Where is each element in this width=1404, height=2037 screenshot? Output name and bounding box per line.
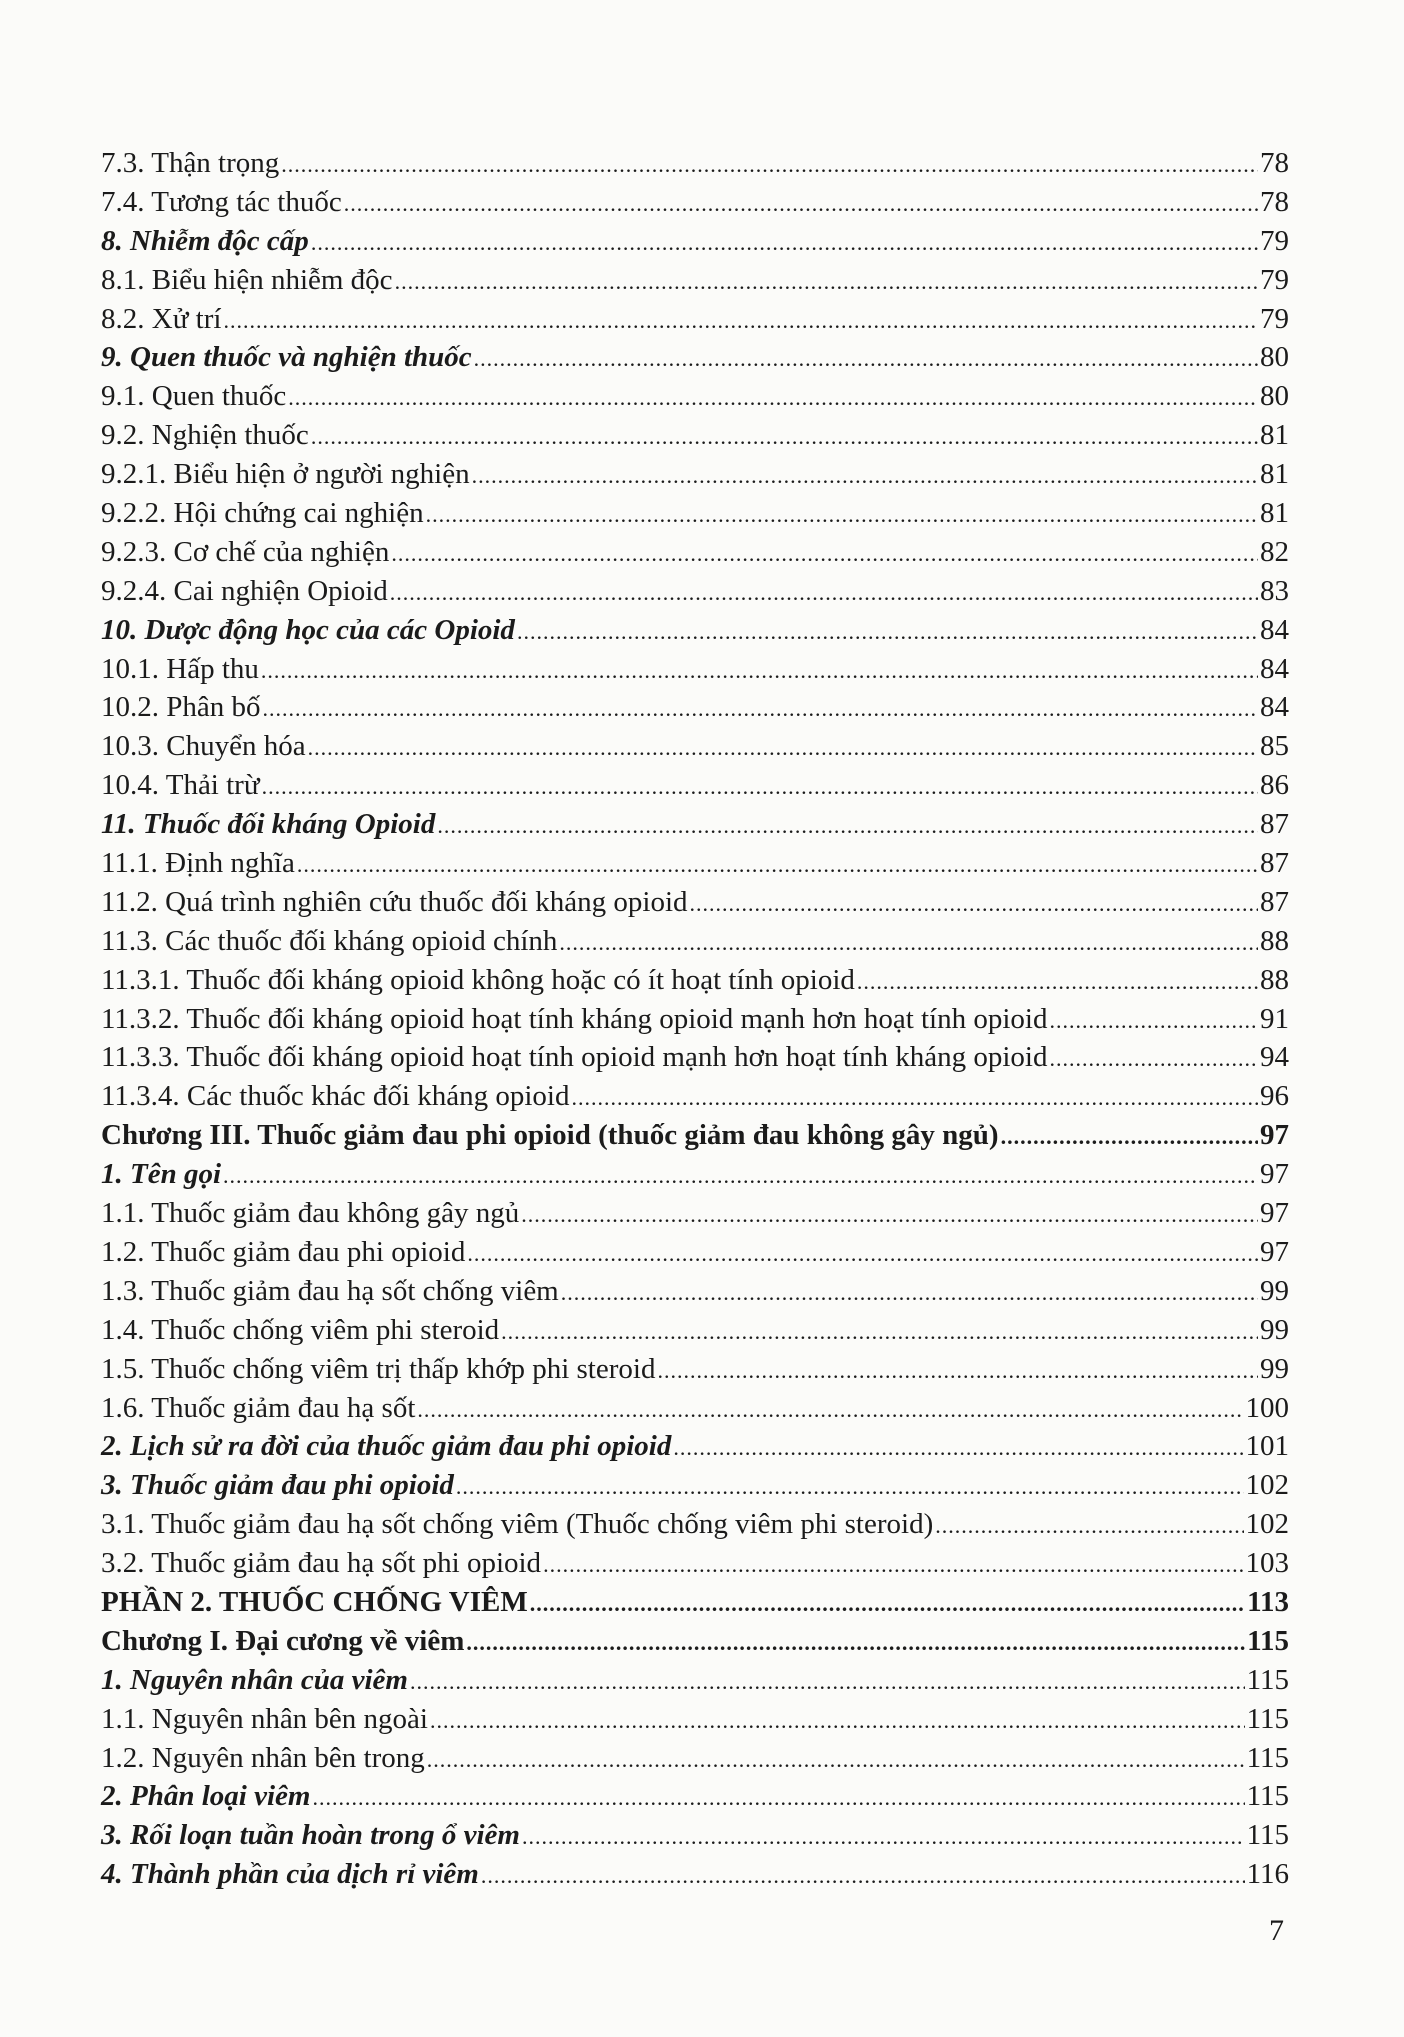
toc-leader-dots: [1049, 1002, 1258, 1041]
toc-entry-page: 113: [1247, 1585, 1289, 1618]
toc-entry-label: 9.2.1. Biểu hiện ở người nghiện: [101, 458, 470, 491]
toc-entry-page: 81: [1260, 458, 1289, 491]
toc-entry-label: 1.4. Thuốc chống viêm phi steroid: [101, 1313, 500, 1346]
toc-leader-dots: [223, 1157, 1258, 1196]
toc-entry: [101, 183, 1289, 222]
toc-entry: [101, 572, 1289, 611]
toc-entry-label: 10.4. Thải trừ: [101, 769, 260, 802]
toc-leader-dots: [561, 1274, 1258, 1313]
toc-entry-label: 11.3.3. Thuốc đối kháng opioid hoạt tính opioid mạnh hơn hoạt tính kháng opioid: [101, 1041, 1048, 1074]
toc-leader-dots: [466, 1624, 1245, 1663]
toc-entry: [101, 650, 1289, 689]
toc-entry: [101, 1466, 1289, 1505]
toc-entry-label: Chương III. Thuốc giảm đau phi opioid (thuốc giảm đau không gây ngủ): [101, 1119, 999, 1152]
toc-entry-label: 10.1. Hấp thu: [101, 652, 259, 685]
toc-entry: [101, 1622, 1289, 1661]
toc-entry: [101, 261, 1289, 300]
toc-entry-label: 1.2. Thuốc giảm đau phi opioid: [101, 1235, 466, 1268]
toc-entry-page: 97: [1260, 1235, 1289, 1268]
toc-entry-label: 8. Nhiễm độc cấp: [101, 224, 309, 257]
toc-entry-page: 99: [1260, 1274, 1289, 1307]
toc-entry-label: 1.2. Nguyên nhân bên trong: [101, 1741, 425, 1774]
toc-leader-dots: [935, 1507, 1243, 1546]
toc-entry-page: 86: [1260, 769, 1289, 802]
toc-entry-page: 78: [1260, 147, 1289, 179]
toc-leader-dots: [543, 1546, 1243, 1585]
toc-entry-page: 102: [1245, 1469, 1289, 1502]
toc-leader-dots: [427, 1741, 1245, 1780]
toc-entry-label: 11.3.2. Thuốc đối kháng opioid hoạt tính kháng opioid mạnh hơn hoạt tính opioid: [101, 1002, 1048, 1035]
toc-leader-dots: [690, 885, 1259, 924]
toc-entry-label: 1.6. Thuốc giảm đau hạ sốt: [101, 1391, 416, 1424]
toc-entry-page: 97: [1260, 1119, 1289, 1152]
toc-entry-page: 88: [1260, 963, 1289, 996]
toc-entry-label: 10. Dược động học của các Opioid: [101, 613, 515, 646]
toc-entry-label: 9.2. Nghiện thuốc: [101, 419, 309, 452]
toc-entry-page: 84: [1260, 613, 1289, 646]
toc-entry: [101, 1661, 1289, 1700]
toc-entry-page: 103: [1245, 1547, 1289, 1580]
toc-entry-label: 1. Tên gọi: [101, 1158, 222, 1191]
toc-entry-page: 84: [1260, 652, 1289, 685]
toc-entry: [101, 1583, 1289, 1622]
toc-entry: [101, 455, 1289, 494]
toc-entry-page: 78: [1260, 185, 1289, 218]
toc-entry: [101, 416, 1289, 455]
toc-entry: [101, 222, 1289, 261]
toc-leader-dots: [571, 1079, 1258, 1118]
toc-leader-dots: [437, 807, 1258, 846]
toc-entry-page: 115: [1246, 1702, 1289, 1735]
toc-leader-dots: [223, 302, 1258, 341]
toc-entry-label: 10.2. Phân bố: [101, 691, 261, 724]
toc-leader-dots: [391, 535, 1258, 574]
toc-entry: [101, 1389, 1289, 1428]
toc-entry: [101, 1194, 1289, 1233]
toc-entry: [101, 1233, 1289, 1272]
toc-entry-label: 1.1. Nguyên nhân bên ngoài: [101, 1702, 428, 1735]
toc-entry-label: 10.3. Chuyển hóa: [101, 730, 306, 763]
toc-leader-dots: [673, 1429, 1243, 1468]
toc-leader-dots: [417, 1391, 1243, 1430]
toc-entry-label: 8.2. Xử trí: [101, 302, 222, 335]
toc-entry: [101, 1116, 1289, 1155]
toc-entry-page: 80: [1260, 380, 1289, 413]
toc-entry-page: 99: [1260, 1352, 1289, 1385]
toc-entry-page: 99: [1260, 1313, 1289, 1346]
toc-entry-label: 9. Quen thuốc và nghiện thuốc: [101, 341, 472, 374]
toc-leader-dots: [474, 340, 1258, 379]
toc-entry: [101, 727, 1289, 766]
toc-entry-page: 79: [1260, 302, 1289, 335]
toc-entry-label: 9.2.4. Cai nghiện Opioid: [101, 574, 388, 607]
toc-entry: [101, 1855, 1289, 1894]
toc-entry-page: 115: [1246, 1741, 1289, 1774]
toc-leader-dots: [1001, 1118, 1258, 1157]
toc-entry: [101, 1350, 1289, 1389]
toc-entry: [101, 1816, 1289, 1855]
toc-entry-label: 11.3.1. Thuốc đối kháng opioid không hoặc có ít hoạt tính opioid: [101, 963, 855, 996]
toc-leader-dots: [472, 457, 1258, 496]
toc-entry: [101, 1777, 1289, 1816]
toc-leader-dots: [344, 185, 1258, 224]
toc-leader-dots: [1049, 1040, 1258, 1079]
toc-leader-dots: [657, 1352, 1258, 1391]
table-of-contents: [101, 144, 1289, 1894]
toc-entry-page: 97: [1260, 1197, 1289, 1230]
toc-entry-page: 87: [1260, 847, 1289, 880]
toc-entry: [101, 766, 1289, 805]
toc-entry: [101, 1700, 1289, 1739]
toc-leader-dots: [390, 574, 1258, 613]
toc-leader-dots: [481, 1857, 1245, 1896]
toc-entry-page: 94: [1260, 1041, 1289, 1074]
toc-entry-label: 7.3. Thận trọng: [101, 147, 280, 179]
toc-entry-label: 3. Rối loạn tuần hoàn trong ổ viêm: [101, 1819, 520, 1852]
toc-entry-page: 82: [1260, 535, 1289, 568]
toc-leader-dots: [261, 652, 1258, 691]
toc-entry-page: 115: [1246, 1663, 1289, 1696]
toc-entry-label: 8.1. Biểu hiện nhiễm độc: [101, 263, 393, 296]
toc-entry-page: 81: [1260, 497, 1289, 530]
toc-entry-page: 102: [1245, 1508, 1289, 1541]
toc-entry-page: 84: [1260, 691, 1289, 724]
toc-entry: [101, 533, 1289, 572]
toc-entry-label: 1.3. Thuốc giảm đau hạ sốt chống viêm: [101, 1274, 559, 1307]
toc-entry-label: 11. Thuốc đối kháng Opioid: [101, 808, 436, 841]
toc-entry-page: 79: [1260, 263, 1289, 296]
toc-entry-label: 9.1. Quen thuốc: [101, 380, 287, 413]
toc-entry: [101, 844, 1289, 883]
toc-entry-label: 4. Thành phần của dịch rỉ viêm: [101, 1858, 479, 1891]
toc-entry-page: 81: [1260, 419, 1289, 452]
toc-entry-page: 101: [1245, 1430, 1289, 1463]
toc-entry: [101, 144, 1289, 183]
toc-leader-dots: [263, 690, 1259, 729]
toc-entry-page: 88: [1260, 924, 1289, 957]
toc-leader-dots: [517, 613, 1258, 652]
toc-entry-page: 115: [1247, 1624, 1289, 1657]
toc-entry-label: 1. Nguyên nhân của viêm: [101, 1663, 408, 1696]
toc-leader-dots: [308, 729, 1258, 768]
toc-leader-dots: [297, 846, 1258, 885]
toc-leader-dots: [395, 263, 1258, 302]
toc-entry-page: 80: [1260, 341, 1289, 374]
toc-entry-label: 3.2. Thuốc giảm đau hạ sốt phi opioid: [101, 1547, 542, 1580]
toc-entry: [101, 300, 1289, 339]
toc-entry-label: 11.1. Định nghĩa: [101, 847, 295, 880]
toc-entry: [101, 1000, 1289, 1039]
toc-entry-label: 2. Lịch sử ra đời của thuốc giảm đau phi opioid: [101, 1430, 672, 1463]
toc-entry-label: 11.2. Quá trình nghiên cứu thuốc đối kháng opioid: [101, 885, 688, 918]
toc-entry: [101, 883, 1289, 922]
toc-entry: [101, 338, 1289, 377]
toc-entry: [101, 805, 1289, 844]
toc-entry-label: 2. Phân loại viêm: [101, 1780, 311, 1813]
toc-leader-dots: [456, 1468, 1244, 1507]
toc-entry-label: 9.2.3. Cơ chế của nghiện: [101, 535, 390, 568]
toc-entry: [101, 1739, 1289, 1778]
toc-entry: [101, 494, 1289, 533]
toc-entry: [101, 377, 1289, 416]
toc-leader-dots: [522, 1818, 1245, 1857]
toc-entry-label: 11.3. Các thuốc đối kháng opioid chính: [101, 924, 558, 957]
toc-leader-dots: [288, 379, 1258, 418]
toc-entry-page: 100: [1245, 1391, 1289, 1424]
toc-entry: [101, 1272, 1289, 1311]
toc-entry: [101, 961, 1289, 1000]
toc-leader-dots: [311, 418, 1258, 457]
toc-leader-dots: [312, 1779, 1244, 1818]
toc-entry: [101, 1155, 1289, 1194]
toc-entry-label: 3.1. Thuốc giảm đau hạ sốt chống viêm (Thuốc chống viêm phi steroid): [101, 1508, 934, 1541]
page-number: 7: [1269, 1914, 1284, 1947]
toc-entry-page: 96: [1260, 1080, 1289, 1113]
toc-entry: [101, 1427, 1289, 1466]
toc-entry: [101, 922, 1289, 961]
toc-entry: [101, 1505, 1289, 1544]
toc-entry-label: 7.4. Tương tác thuốc: [101, 185, 342, 218]
toc-entry-label: PHẦN 2. THUỐC CHỐNG VIÊM: [101, 1585, 528, 1618]
toc-entry-page: 115: [1246, 1780, 1289, 1813]
toc-entry-label: 11.3.4. Các thuốc khác đối kháng opioid: [101, 1080, 570, 1113]
toc-entry-label: 1.5. Thuốc chống viêm trị thấp khớp phi steroid: [101, 1352, 656, 1385]
toc-entry-page: 115: [1246, 1819, 1289, 1852]
toc-leader-dots: [281, 146, 1258, 185]
toc-entry: [101, 1544, 1289, 1583]
toc-leader-dots: [501, 1313, 1258, 1352]
toc-entry-label: 1.1. Thuốc giảm đau không gây ngủ: [101, 1197, 520, 1230]
toc-entry-label: 3. Thuốc giảm đau phi opioid: [101, 1469, 454, 1502]
toc-leader-dots: [467, 1235, 1258, 1274]
toc-leader-dots: [311, 224, 1258, 263]
toc-entry-page: 87: [1260, 808, 1289, 841]
toc-leader-dots: [426, 496, 1258, 535]
toc-entry-page: 83: [1260, 574, 1289, 607]
toc-leader-dots: [559, 924, 1258, 963]
toc-leader-dots: [410, 1663, 1245, 1702]
toc-leader-dots: [521, 1196, 1258, 1235]
toc-entry: [101, 611, 1289, 650]
toc-entry-page: 85: [1260, 730, 1289, 763]
toc-entry-label: 9.2.2. Hội chứng cai nghiện: [101, 497, 424, 530]
toc-entry-page: 91: [1260, 1002, 1289, 1035]
toc-entry: [101, 1038, 1289, 1077]
toc-leader-dots: [857, 963, 1258, 1002]
toc-entry-page: 116: [1246, 1858, 1289, 1891]
toc-entry: [101, 1077, 1289, 1116]
toc-entry-page: 79: [1260, 224, 1289, 257]
toc-entry-label: Chương I. Đại cương về viêm: [101, 1624, 465, 1657]
toc-entry: [101, 1311, 1289, 1350]
toc-leader-dots: [430, 1702, 1245, 1741]
toc-entry-page: 87: [1260, 885, 1289, 918]
toc-entry: [101, 688, 1289, 727]
toc-leader-dots: [530, 1585, 1245, 1624]
toc-entry-page: 97: [1260, 1158, 1289, 1191]
toc-leader-dots: [262, 768, 1258, 807]
